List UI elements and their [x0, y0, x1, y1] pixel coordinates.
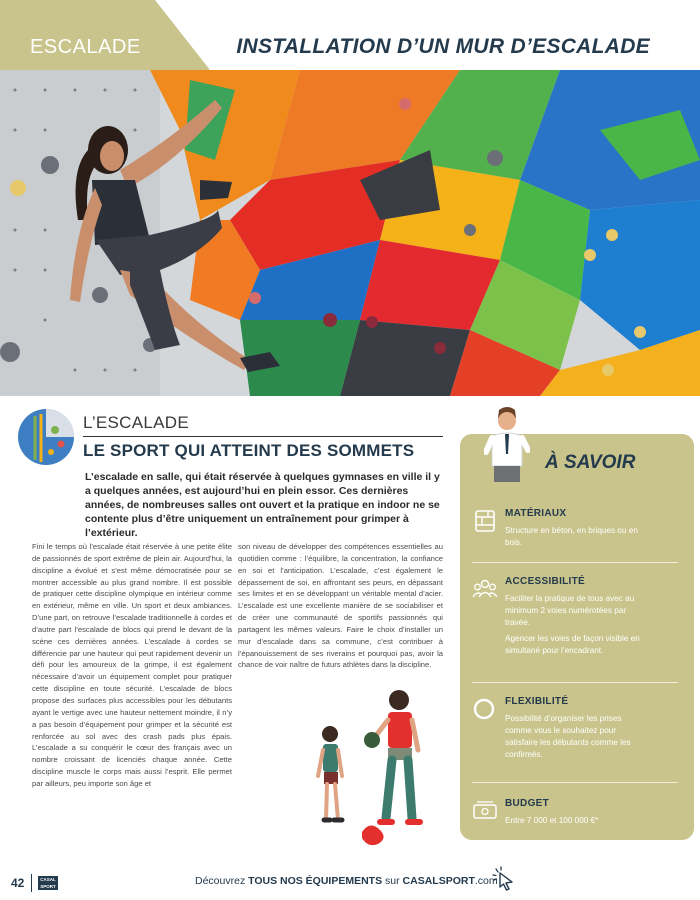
section-rule [83, 436, 443, 437]
info-item-text [505, 713, 645, 761]
panel-divider [472, 682, 678, 683]
kids-climbers-illustration [300, 680, 440, 850]
group-icon [472, 576, 498, 602]
footer-site-tld: .com [474, 875, 498, 887]
budget-icon [472, 798, 498, 824]
hero-image [0, 70, 700, 396]
flexibility-icon [472, 696, 498, 722]
brand-logo [38, 876, 58, 890]
info-item-text [505, 593, 645, 657]
page-number: 42 [11, 876, 25, 890]
page-header [0, 0, 700, 70]
panel-divider [472, 782, 678, 783]
info-item-paragraph: Possibilité d’organiser les prises comme vous le souhaitez pour satisfaire les débutants comme les confirmés. [505, 714, 631, 759]
footer-lead: Découvrez [195, 875, 249, 887]
info-item-paragraph: Structure en béton, en briques ou en bois. [505, 526, 638, 547]
info-item-heading: FLEXIBILITÉ [505, 696, 569, 707]
info-item-heading: BUDGET [505, 798, 550, 809]
info-item-heading: MATÉRIAUX [505, 508, 567, 519]
body-column-2: son niveau de développer des compétences essentielles au quotidien comme : l’équilibre, la concentration, la confiance en soi et l’anticipation. L’escalade, c’est également le dépassement de soi, en affrontant ses peurs, en dépassant ses limites et en se développant un véritable mental d’acier. L’escalade est une excellente manière de se sociabiliser et de créer une communauté de sportifs passionnés qui partagent les mêmes valeurs. Faire le choix d’installer un mur d’escalade dans sa commune, c’est contribuer à l’épanouissement de ses riverains et pourquoi pas, avoir la chance de voir naître de futurs athlètes dans la discipline. [238, 542, 443, 670]
body-column-1: Fini le temps où l’escalade était réservée à une petite élite de passionnés de sport extrême de plein air. Aujourd’hui, la discipline a évolué et s’est même démocratisée pour se montrer accessible au plus grand nombre. Il est possible de pratiquer cette discipline olympique en intérieur comme en extérieur, même en ville. Un sport et deux ambiances. D’une part, on retrouve l’escalade traditionnelle à cordes et d’autre part l’escalade de blocs qui prend le devant de la scène ces dernières années. L’escalade à cordes se différencie par une hauteur qui peut rapidement devenir un défi pour les amoureux de la grimpe, il est également nécessaire d’avoir un équipement complet pour pratiquer cette discipline en toute sécurité. L’escalade de blocs propose des surfaces plus accessibles pour les débutants ayant le vertige avec une hauteur nettement moindre, il n’y a pas besoin d’équipement pour grimper et la sécurité est renforcée au sol avec des crash pads plus épais. L’escalade a su conquérir le cœur des français avec un nombre croissant de licenciés chaque année. Cette discipline muscle le corps mais aussi l’esprit. Elle permet par ailleurs, peu importe son âge et [32, 542, 232, 788]
footer-cta[interactable] [195, 875, 498, 887]
footer-mid: sur [382, 875, 403, 887]
section-title: LE SPORT QUI ATTEINT DES SOMMETS [83, 441, 415, 460]
info-item-paragraph: Entre 7 000 et 100 000 €* [505, 816, 599, 825]
info-item-text [505, 815, 645, 827]
brand-logo-line: SPORT [40, 884, 56, 889]
panel-title: À SAVOIR [545, 452, 636, 473]
section-tab [0, 0, 210, 70]
climbing-wall-illustration [0, 70, 700, 396]
intro-paragraph: L’escalade en salle, qui était réservée à quelques gymnases en ville il y a quelques années, est aujourd’hui en plein essor. Ces dernières années, de nombreuses salles ont ouvert et la pratique en indoor ne se contente plus d’être uniquement un entraînement pour grimper à l’extérieur. [85, 471, 440, 539]
info-item-text [505, 525, 645, 549]
wall-panel-icon [472, 508, 498, 534]
climbing-rope-icon [17, 408, 75, 466]
footer-separator [31, 874, 32, 892]
click-cursor-icon [491, 866, 517, 892]
info-item-paragraph: Faciliter la pratique de tous avec au minimum 2 voies numérotées par travée. [505, 594, 635, 627]
advisor-illustration [484, 404, 530, 484]
brand-logo-line: CASAL [40, 877, 56, 882]
footer-strong: TOUS NOS ÉQUIPEMENTS [248, 875, 383, 887]
page-title: INSTALLATION D’UN MUR D’ESCALADE [236, 35, 650, 58]
panel-divider [472, 562, 678, 563]
info-item-heading: ACCESSIBILITÉ [505, 576, 586, 587]
footer-site-link[interactable]: CASALSPORT [402, 875, 475, 887]
section-kicker: L’ESCALADE [83, 413, 189, 432]
section-tab-label: ESCALADE [30, 36, 141, 58]
info-item-paragraph: Agencer les voies de façon visible en simultané pour l’encadrant. [505, 634, 640, 655]
